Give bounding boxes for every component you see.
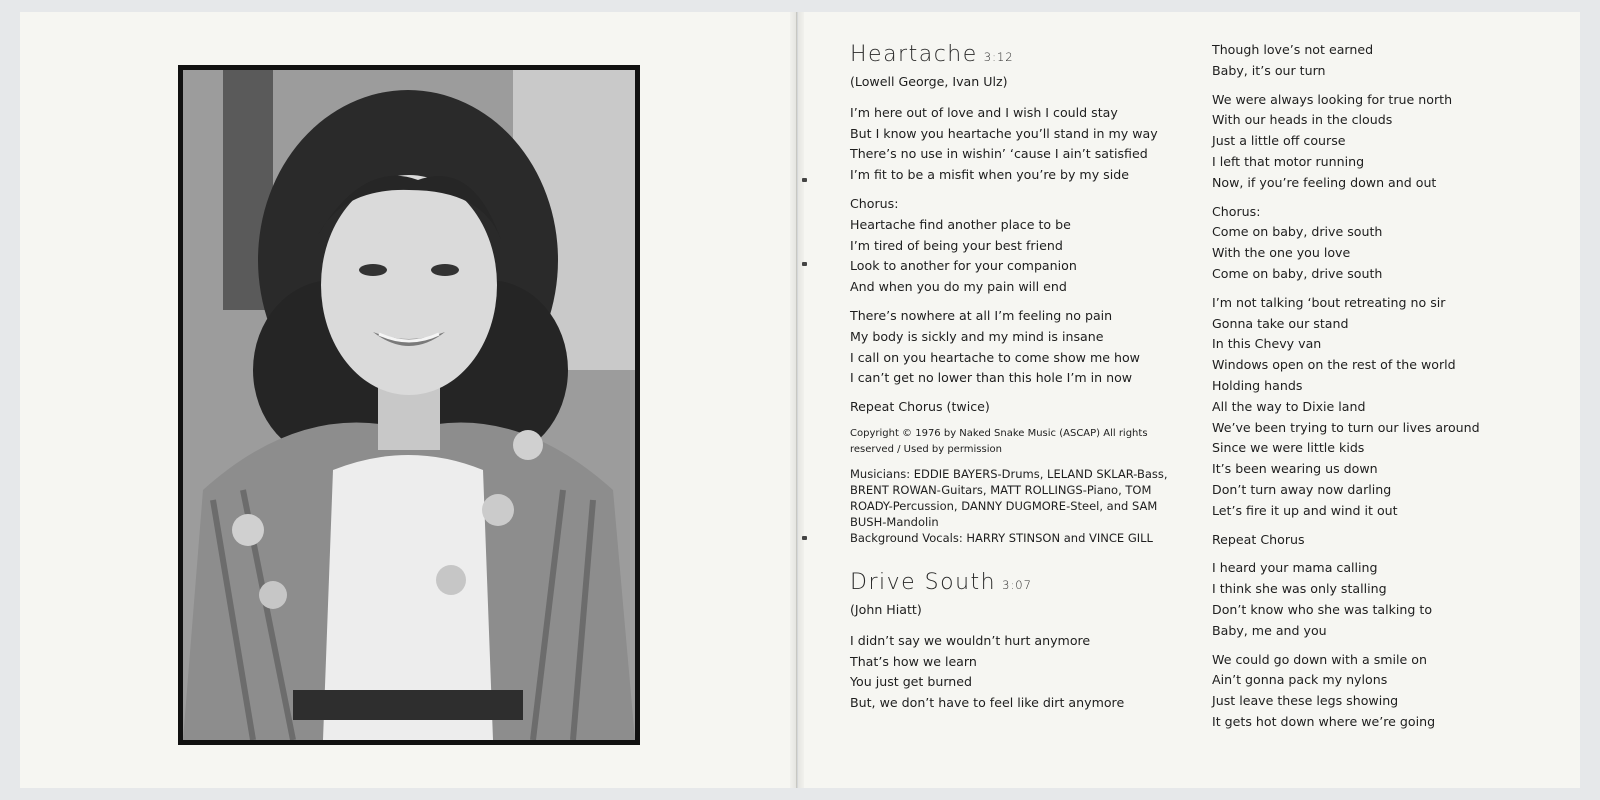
musicians-text: Musicians: EDDIE BAYERS-Drums, LELAND SKLAR-Bass, BRENT ROWAN-Guitars, MATT ROLLINGS-Piano, TOM ROADY-Percussion, DANNY DUGMORE-Steel, and SAM BUSH-Mandolin [850, 466, 1168, 529]
lyric-line: Don’t turn away now darling [1212, 481, 1392, 497]
lyric-line: My body is sickly and my mind is insane [850, 328, 1104, 344]
verse [850, 103, 1180, 186]
lyric-line: Come on baby, drive south [1212, 265, 1383, 281]
lyric-line: I think she was only stalling [1212, 581, 1387, 597]
songwriter-credit: (John Hiatt) [850, 601, 922, 617]
lyric-line: We’ve been trying to turn our lives around [1212, 419, 1480, 435]
verse [1212, 40, 1552, 82]
lyric-line: Chorus: [850, 195, 899, 211]
lyric-line: There’s no use in wishin’ ‘cause I ain’t satisfied [850, 146, 1148, 162]
lyric-line: There’s nowhere at all I’m feeling no pain [850, 307, 1113, 323]
lyric-line: I heard your mama calling [1212, 560, 1378, 576]
lyric-line: All the way to Dixie land [1212, 398, 1366, 414]
verse [1212, 558, 1552, 641]
lyric-line: I call on you heartache to come show me how [850, 349, 1140, 365]
background-vocals-text: Background Vocals: HARRY STINSON and VINCE GILL [850, 530, 1153, 545]
song-duration: 3:12 [983, 50, 1014, 64]
staple [802, 262, 807, 266]
song-title-text: Heartache [850, 42, 978, 67]
staple [802, 178, 807, 182]
portrait-photo-image [183, 70, 635, 740]
song-duration: 3:07 [1002, 577, 1032, 592]
lyric-line: With the one you love [1212, 245, 1351, 261]
lyric-line: Windows open on the rest of the world [1212, 357, 1456, 373]
lyric-line: Come on baby, drive south [1212, 224, 1383, 240]
chorus [1212, 202, 1552, 285]
lyric-line: Repeat Chorus [1212, 531, 1305, 547]
lyric-line: Chorus: [1212, 203, 1261, 219]
verse [850, 631, 1180, 714]
lyric-line: Let’s fire it up and wind it out [1212, 502, 1398, 518]
lyric-line: Holding hands [1212, 377, 1303, 393]
lyrics-column-right [1212, 40, 1552, 741]
lyric-line: Heartache find another place to be [850, 216, 1071, 232]
lyric-line: That’s how we learn [850, 653, 977, 669]
repeat-instruction [1212, 530, 1552, 551]
lyric-line: Baby, me and you [1212, 622, 1327, 638]
lyric-line: But I know you heartache you’ll stand in my way [850, 125, 1158, 141]
lyric-line: Ain’t gonna pack my nylons [1212, 672, 1388, 688]
lyric-line: Repeat Chorus (twice) [850, 399, 990, 415]
portrait-photo [178, 65, 640, 745]
lyric-line: I didn’t say we wouldn’t hurt anymore [850, 632, 1091, 648]
lyric-line: With our heads in the clouds [1212, 112, 1393, 128]
lyric-line: It’s been wearing us down [1212, 461, 1378, 477]
lyric-line: I’m tired of being your best friend [850, 237, 1063, 253]
lyric-line: I’m not talking ‘bout retreating no sir [1212, 294, 1446, 310]
lyric-line: We were always looking for true north [1212, 91, 1453, 107]
lyric-line: Since we were little kids [1212, 440, 1365, 456]
lyric-line: I’m fit to be a misfit when you’re by my side [850, 167, 1129, 183]
song-title-heartache [850, 40, 1180, 72]
booklet-spine [790, 12, 804, 788]
verse [850, 306, 1180, 389]
lyric-line: Just leave these legs showing [1212, 693, 1399, 709]
lyric-line: In this Chevy van [1212, 336, 1322, 352]
lyric-line: Just a little off course [1212, 133, 1346, 149]
lyric-line: Now, if you’re feeling down and out [1212, 174, 1437, 190]
staple [802, 536, 807, 540]
chorus [850, 194, 1180, 298]
lyric-line: Look to another for your companion [850, 258, 1077, 274]
lyric-line: Baby, it’s our turn [1212, 62, 1326, 78]
verse [1212, 293, 1552, 522]
lyric-line: But, we don’t have to feel like dirt anymore [850, 695, 1125, 711]
lyric-line: We could go down with a smile on [1212, 651, 1427, 667]
copyright-notice: Copyright © 1976 by Naked Snake Music (ASCAP) All rights reserved / Used by permission [850, 427, 1148, 455]
song-title-drive-south [850, 568, 1180, 600]
songwriter-credit: (Lowell George, Ivan Ulz) [850, 74, 1008, 89]
lyric-line: It gets hot down where we’re going [1212, 713, 1436, 729]
verse [1212, 650, 1552, 733]
portrait-illustration [183, 70, 635, 740]
lyric-line: Don’t know who she was talking to [1212, 601, 1433, 617]
lyric-line: I can’t get no lower than this hole I’m in now [850, 370, 1133, 386]
song-title-text: Drive South [850, 569, 997, 595]
musician-credits [850, 466, 1180, 546]
lyric-line: I’m here out of love and I wish I could stay [850, 104, 1118, 120]
verse [1212, 90, 1552, 194]
lyric-line: Gonna take our stand [1212, 315, 1349, 331]
lyric-line: You just get burned [850, 674, 973, 690]
lyric-line: I left that motor running [1212, 153, 1365, 169]
lyric-line: And when you do my pain will end [850, 279, 1067, 295]
repeat-instruction [850, 397, 1180, 418]
lyric-line: Though love’s not earned [1212, 42, 1374, 57]
lyrics-column-middle [850, 40, 1180, 722]
